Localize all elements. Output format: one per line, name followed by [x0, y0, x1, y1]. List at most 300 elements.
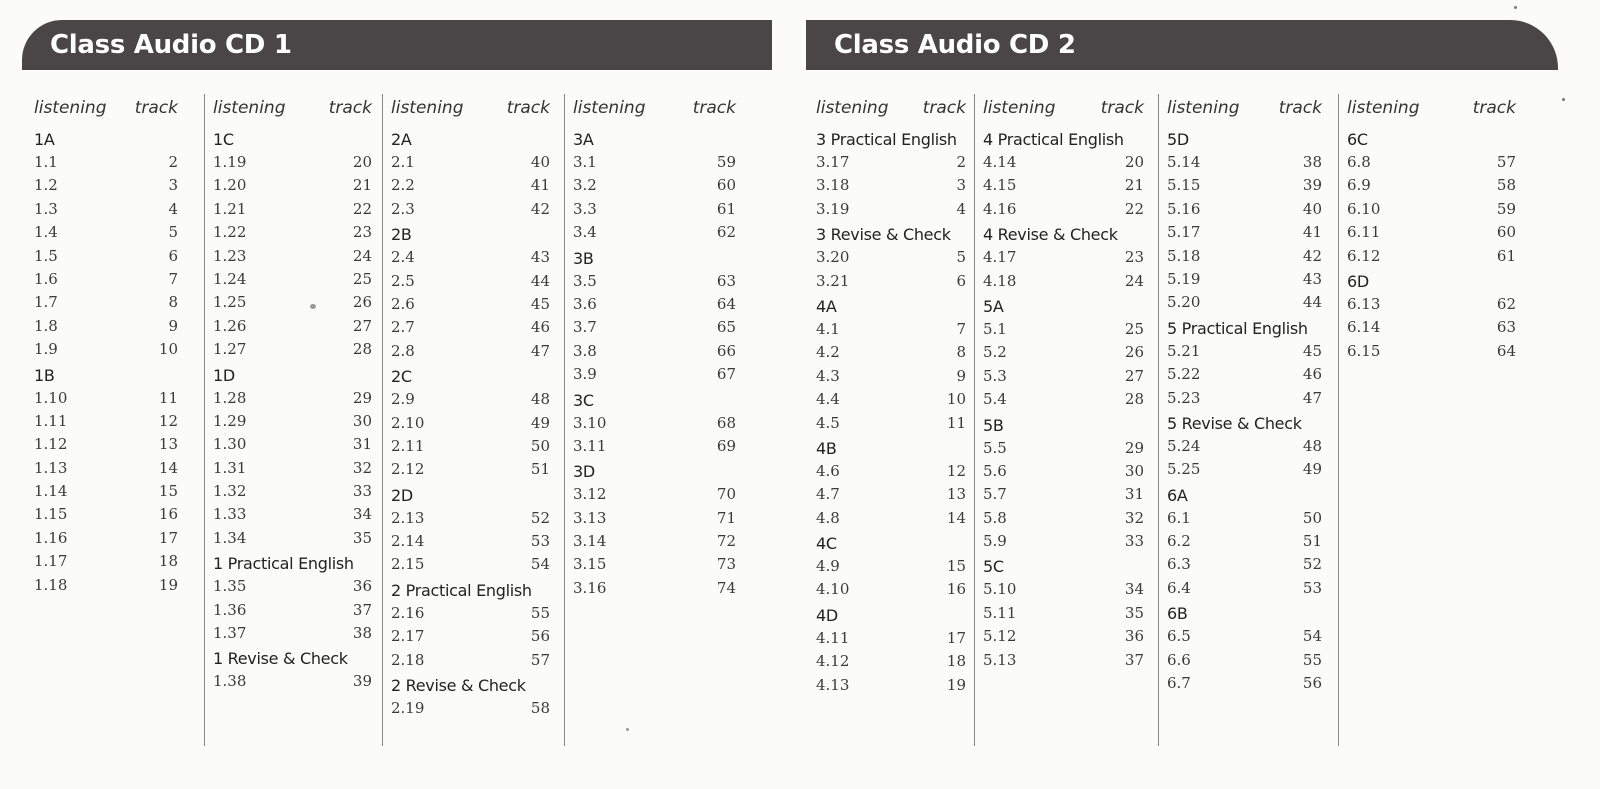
listening-number: 3.6 — [573, 294, 597, 313]
section-label: 4 Revise & Check — [983, 225, 1118, 245]
track-number: 54 — [1302, 627, 1322, 646]
section-heading — [1167, 126, 1330, 151]
column-header — [983, 94, 1150, 124]
track-number: 73 — [716, 555, 736, 574]
track-row — [573, 530, 738, 553]
listening-number: 5.17 — [1167, 223, 1201, 242]
listening-number: 4.4 — [816, 390, 840, 409]
section-heading — [573, 458, 738, 483]
track-row — [34, 387, 196, 410]
listening-number: 5.18 — [1167, 246, 1201, 265]
listening-number: 2.9 — [391, 390, 415, 409]
listening-number: 1.9 — [34, 340, 58, 359]
listening-number: 4.3 — [816, 366, 840, 385]
section-label: 5 Practical English — [1167, 318, 1308, 338]
track-row — [1347, 293, 1530, 316]
cd1-title: Class Audio CD 1 — [50, 30, 292, 60]
track-number: 43 — [1302, 269, 1322, 288]
track-number: 41 — [530, 176, 550, 195]
track-number: 3 — [168, 176, 178, 195]
track-row — [391, 151, 556, 174]
section-label: 5 Revise & Check — [1167, 413, 1302, 433]
track-row — [34, 480, 196, 503]
listening-number: 2.3 — [391, 199, 415, 218]
listening-number: 4.6 — [816, 461, 840, 480]
cd2-column-1 — [808, 94, 976, 746]
track-row — [213, 174, 374, 197]
track-number: 39 — [1302, 176, 1322, 195]
listening-number: 3.10 — [573, 413, 607, 432]
track-number: 37 — [352, 600, 372, 619]
track-row — [816, 412, 968, 435]
track-row — [34, 338, 196, 361]
track-number: 29 — [352, 388, 372, 407]
track-number: 11 — [158, 388, 178, 407]
track-number: 15 — [158, 482, 178, 501]
track-row — [1167, 435, 1330, 458]
listening-number: 5.5 — [983, 438, 1007, 457]
track-row — [816, 674, 968, 697]
listening-header: listening — [573, 98, 646, 118]
listening-number: 4.18 — [983, 271, 1017, 290]
track-header: track — [134, 98, 178, 118]
listening-number: 4.2 — [816, 343, 840, 362]
track-row — [1347, 151, 1530, 174]
section-label: 4C — [816, 534, 837, 554]
listening-number: 1.10 — [34, 388, 68, 407]
track-row — [1167, 625, 1330, 648]
track-number: 3 — [956, 176, 966, 195]
track-row — [573, 316, 738, 339]
section-heading — [213, 550, 374, 575]
listening-number: 1.3 — [34, 199, 58, 218]
listening-number: 6.1 — [1167, 508, 1191, 527]
track-number: 2 — [956, 153, 966, 171]
section-label: 6C — [1347, 130, 1368, 149]
track-row — [1347, 221, 1530, 244]
track-row — [391, 530, 556, 553]
track-row — [213, 338, 374, 361]
listening-number: 4.12 — [816, 652, 850, 671]
track-number: 27 — [1124, 366, 1144, 385]
listening-number: 5.12 — [983, 627, 1017, 646]
listening-number: 2.6 — [391, 294, 415, 313]
listening-number: 1.32 — [213, 482, 247, 501]
track-row — [1167, 151, 1330, 174]
track-row — [391, 270, 556, 293]
section-heading — [34, 126, 196, 151]
track-row — [213, 503, 374, 526]
track-row — [391, 602, 556, 625]
section-heading — [983, 126, 1150, 151]
track-row — [983, 318, 1150, 341]
section-label: 3 Practical English — [816, 130, 957, 149]
track-number: 8 — [168, 293, 178, 312]
track-number: 29 — [1124, 438, 1144, 457]
listening-number: 1.4 — [34, 223, 58, 242]
track-number: 4 — [168, 199, 178, 218]
listening-number: 1.6 — [34, 269, 58, 288]
listening-number: 3.1 — [573, 153, 597, 171]
section-label: 2C — [391, 367, 412, 387]
listening-number: 5.8 — [983, 508, 1007, 527]
section-label: 2D — [391, 485, 413, 505]
track-number: 37 — [1124, 650, 1144, 669]
listening-number: 4.7 — [816, 485, 840, 504]
track-row — [213, 480, 374, 503]
listening-number: 5.11 — [983, 603, 1017, 622]
listening-number: 5.19 — [1167, 269, 1201, 288]
listening-number: 1.17 — [34, 552, 68, 571]
listening-number: 3.7 — [573, 318, 597, 337]
section-label: 2 Revise & Check — [391, 676, 526, 696]
section-heading — [816, 221, 968, 246]
track-row — [213, 433, 374, 456]
listening-number: 1.12 — [34, 435, 68, 454]
section-label: 3D — [573, 462, 595, 482]
listening-number: 1.5 — [34, 246, 58, 265]
track-number: 51 — [530, 460, 550, 479]
track-number: 50 — [1302, 508, 1322, 527]
track-number: 71 — [716, 508, 736, 527]
section-label: 4 Practical English — [983, 130, 1124, 149]
listening-number: 3.17 — [816, 153, 850, 171]
listening-number: 3.9 — [573, 365, 597, 384]
track-number: 12 — [158, 411, 178, 430]
listening-number: 3.19 — [816, 199, 850, 218]
listening-number: 6.8 — [1347, 153, 1371, 171]
track-number: 60 — [1496, 223, 1516, 242]
listening-number: 1.38 — [213, 672, 247, 691]
section-label: 4D — [816, 605, 838, 625]
track-number: 50 — [530, 436, 550, 455]
listening-number: 1.22 — [213, 223, 247, 242]
track-row — [391, 293, 556, 316]
track-row — [983, 625, 1150, 648]
track-header: track — [1278, 98, 1322, 118]
listening-number: 2.17 — [391, 627, 425, 646]
track-row — [1347, 316, 1530, 339]
track-row — [34, 198, 196, 221]
track-number: 40 — [530, 153, 550, 171]
cd2-title-banner — [806, 20, 1558, 70]
track-number: 18 — [158, 552, 178, 571]
listening-number: 5.1 — [983, 319, 1007, 338]
section-label: 5C — [983, 557, 1004, 577]
column-header — [816, 94, 968, 124]
track-number: 49 — [530, 413, 550, 432]
cd1-track-table — [26, 94, 736, 746]
listening-number: 1.28 — [213, 388, 247, 407]
listening-number: 1.36 — [213, 600, 247, 619]
track-row — [983, 246, 1150, 269]
listening-number: 2.7 — [391, 318, 415, 337]
listening-number: 2.12 — [391, 460, 425, 479]
listening-number: 1.27 — [213, 340, 247, 359]
section-heading — [391, 126, 556, 151]
section-heading — [983, 293, 1150, 318]
track-row — [983, 341, 1150, 364]
listening-number: 1.26 — [213, 316, 247, 335]
track-row — [1347, 198, 1530, 221]
track-row — [573, 174, 738, 197]
track-row — [391, 625, 556, 648]
track-row — [34, 315, 196, 338]
listening-header: listening — [1347, 98, 1420, 118]
track-row — [573, 577, 738, 600]
section-heading — [816, 602, 968, 627]
listening-number: 6.11 — [1347, 223, 1381, 242]
track-row — [573, 507, 738, 530]
listening-number: 3.14 — [573, 532, 607, 551]
track-number: 47 — [1302, 388, 1322, 407]
track-row — [1167, 268, 1330, 291]
track-row — [213, 221, 374, 244]
track-row — [816, 198, 968, 221]
track-number: 32 — [1124, 508, 1144, 527]
scan-speck — [310, 304, 316, 309]
listening-number: 1.15 — [34, 505, 68, 524]
listening-number: 4.14 — [983, 153, 1017, 171]
listening-number: 6.9 — [1347, 176, 1371, 195]
track-number: 61 — [716, 199, 736, 218]
track-row — [983, 151, 1150, 174]
track-number: 68 — [716, 413, 736, 432]
track-number: 55 — [1302, 650, 1322, 669]
track-number: 34 — [1124, 580, 1144, 599]
section-label: 4A — [816, 296, 837, 316]
track-number: 18 — [946, 652, 966, 671]
listening-number: 2.8 — [391, 341, 415, 360]
section-label: 1A — [34, 130, 55, 149]
track-row — [34, 221, 196, 244]
listening-number: 1.2 — [34, 176, 58, 195]
track-number: 62 — [1496, 294, 1516, 313]
section-heading — [391, 482, 556, 507]
track-number: 41 — [1302, 223, 1322, 242]
track-number: 38 — [352, 624, 372, 643]
track-number: 19 — [158, 575, 178, 594]
track-number: 30 — [1124, 461, 1144, 480]
listening-number: 2.2 — [391, 176, 415, 195]
listening-number: 5.21 — [1167, 341, 1201, 360]
scan-speck — [1562, 98, 1565, 101]
listening-number: 2.5 — [391, 271, 415, 290]
track-row — [983, 460, 1150, 483]
track-number: 51 — [1302, 532, 1322, 551]
track-number: 22 — [352, 199, 372, 218]
track-row — [1167, 221, 1330, 244]
section-heading — [34, 362, 196, 387]
listening-number: 3.2 — [573, 176, 597, 195]
track-row — [816, 365, 968, 388]
track-row — [1167, 340, 1330, 363]
track-number: 39 — [352, 672, 372, 691]
section-heading — [1167, 600, 1330, 625]
listening-number: 1.16 — [34, 528, 68, 547]
track-row — [1347, 245, 1530, 268]
track-number: 35 — [1124, 603, 1144, 622]
track-row — [213, 457, 374, 480]
track-row — [34, 174, 196, 197]
track-number: 52 — [1302, 555, 1322, 574]
track-row — [573, 483, 738, 506]
track-number: 10 — [946, 390, 966, 409]
track-number: 59 — [716, 153, 736, 171]
track-row — [1167, 577, 1330, 600]
track-number: 20 — [1124, 153, 1144, 171]
listening-number: 3.5 — [573, 271, 597, 290]
track-number: 63 — [716, 271, 736, 290]
listening-number: 1.19 — [213, 153, 247, 171]
section-label: 1 Revise & Check — [213, 649, 348, 669]
listening-number: 5.6 — [983, 461, 1007, 480]
track-number: 33 — [1124, 532, 1144, 551]
track-number: 57 — [530, 650, 550, 669]
cd1-column-4 — [564, 94, 746, 746]
listening-number: 1.18 — [34, 575, 68, 594]
track-row — [34, 574, 196, 597]
track-row — [1167, 530, 1330, 553]
listening-number: 6.10 — [1347, 199, 1381, 218]
track-row — [213, 151, 374, 174]
track-number: 14 — [158, 458, 178, 477]
section-label: 6A — [1167, 485, 1188, 505]
track-number: 44 — [1302, 293, 1322, 312]
track-row — [213, 387, 374, 410]
listening-number: 4.8 — [816, 508, 840, 527]
section-heading — [816, 126, 968, 151]
listening-number: 3.20 — [816, 248, 850, 267]
track-number: 15 — [946, 557, 966, 576]
track-number: 67 — [716, 365, 736, 384]
listening-number: 6.15 — [1347, 341, 1381, 360]
track-number: 8 — [956, 343, 966, 362]
listening-number: 6.2 — [1167, 532, 1191, 551]
track-row — [391, 435, 556, 458]
track-header: track — [922, 98, 966, 118]
listening-number: 3.8 — [573, 341, 597, 360]
track-number: 5 — [956, 248, 966, 267]
section-label: 5B — [983, 415, 1004, 435]
listening-header: listening — [213, 98, 286, 118]
track-number: 9 — [168, 316, 178, 335]
track-number: 11 — [946, 413, 966, 432]
listening-number: 1.37 — [213, 624, 247, 643]
track-row — [213, 527, 374, 550]
track-row — [816, 388, 968, 411]
section-heading — [1347, 268, 1530, 293]
listening-number: 3.15 — [573, 555, 607, 574]
track-row — [391, 458, 556, 481]
track-row — [816, 318, 968, 341]
column-header — [573, 94, 738, 124]
track-number: 46 — [1302, 365, 1322, 384]
section-heading — [391, 577, 556, 602]
listening-number: 5.24 — [1167, 436, 1201, 455]
track-number: 45 — [530, 294, 550, 313]
listening-number: 3.4 — [573, 223, 597, 242]
track-number: 30 — [352, 411, 372, 430]
listening-number: 6.7 — [1167, 674, 1191, 693]
track-number: 16 — [946, 580, 966, 599]
track-row — [983, 578, 1150, 601]
track-row — [1167, 291, 1330, 314]
listening-number: 1.31 — [213, 458, 247, 477]
track-number: 69 — [716, 436, 736, 455]
track-row — [983, 530, 1150, 553]
track-row — [213, 575, 374, 598]
cd1-column-2 — [204, 94, 382, 746]
track-number: 13 — [946, 485, 966, 504]
track-row — [816, 174, 968, 197]
track-row — [34, 245, 196, 268]
listening-number: 1.24 — [213, 269, 247, 288]
listening-number: 6.4 — [1167, 578, 1191, 597]
track-row — [1167, 245, 1330, 268]
track-row — [983, 365, 1150, 388]
section-label: 5D — [1167, 130, 1189, 149]
listening-number: 5.10 — [983, 580, 1017, 599]
listening-number: 2.1 — [391, 153, 415, 171]
listening-number: 3.3 — [573, 199, 597, 218]
section-label: 1B — [34, 365, 55, 385]
listening-number: 1.35 — [213, 577, 247, 596]
listening-number: 4.10 — [816, 580, 850, 599]
listening-number: 5.25 — [1167, 460, 1201, 479]
track-row — [983, 388, 1150, 411]
track-row — [573, 221, 738, 244]
track-row — [213, 291, 374, 314]
listening-number: 1.34 — [213, 528, 247, 547]
track-row — [34, 151, 196, 174]
track-number: 31 — [352, 435, 372, 454]
track-row — [34, 503, 196, 526]
section-heading — [816, 293, 968, 318]
listening-number: 5.7 — [983, 485, 1007, 504]
section-label: 2B — [391, 225, 412, 245]
track-number: 58 — [530, 699, 550, 718]
listening-number: 6.6 — [1167, 650, 1191, 669]
listening-number: 4.17 — [983, 248, 1017, 267]
track-number: 49 — [1302, 460, 1322, 479]
listening-number: 5.14 — [1167, 153, 1201, 171]
track-number: 72 — [716, 532, 736, 551]
track-row — [816, 341, 968, 364]
listening-number: 1.23 — [213, 246, 247, 265]
track-number: 47 — [530, 341, 550, 360]
listening-number: 1.11 — [34, 411, 68, 430]
track-header: track — [1472, 98, 1516, 118]
track-row — [816, 460, 968, 483]
scan-speck — [1514, 6, 1517, 9]
track-number: 23 — [352, 223, 372, 242]
section-heading — [573, 245, 738, 270]
listening-number: 3.21 — [816, 271, 850, 290]
track-number: 45 — [1302, 341, 1322, 360]
track-row — [573, 553, 738, 576]
section-heading — [391, 672, 556, 697]
track-number: 27 — [352, 316, 372, 335]
track-header: track — [1100, 98, 1144, 118]
cd1-column-1 — [26, 94, 204, 746]
track-number: 14 — [946, 508, 966, 527]
track-number: 53 — [1302, 578, 1322, 597]
listening-number: 2.19 — [391, 699, 425, 718]
track-number: 17 — [158, 528, 178, 547]
track-number: 22 — [1124, 199, 1144, 218]
column-header — [34, 94, 196, 124]
